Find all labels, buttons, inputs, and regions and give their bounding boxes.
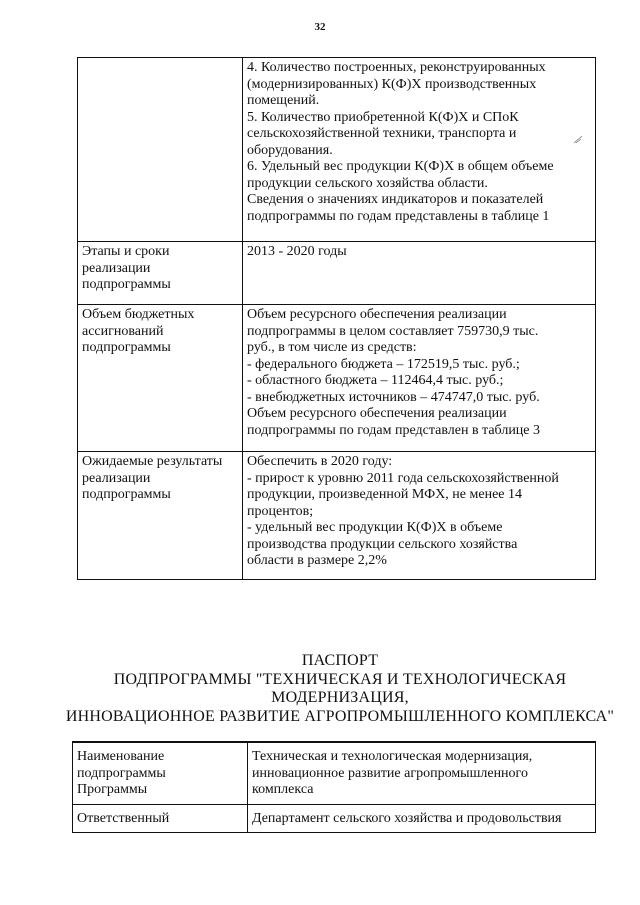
label-line: Программы [77,782,148,797]
text-line: - внебюджетных источников – 474747,0 тыс. руб. [247,389,540,405]
table-row-stages [78,242,596,305]
label-line: Ответственный [77,810,170,826]
heading-line: ИННОВАЦИОННОЕ РАЗВИТИЕ АГРОПРОМЫШЛЕННОГО КОМПЛЕКСА" [65,708,615,725]
text-line: подпрограммы по годам представлен в таблице 3 [247,422,541,438]
text-line: - прирост к уровню 2011 года сельскохозяйственной [247,470,559,486]
label-line: подпрограммы [77,765,166,781]
subprogram-passport-table [72,741,596,833]
label-line: подпрограммы [82,487,171,502]
content-cell-stages [243,242,596,305]
label-line: Ожидаемые результаты [82,454,223,469]
text-line: 5. Количество приобретенной К(Ф)Х и СПоК [247,109,519,125]
content-cell-results [243,452,596,580]
text-line: подпрограммы в целом составляет 759730,9 тыс. [247,323,539,339]
label-cell-name [73,742,248,804]
text-line: Техническая и технологическая модернизация, [252,749,533,764]
label-cell-stages [78,242,243,305]
table-row-name [73,742,596,804]
text-line: - областного бюджета – 112464,4 тыс. руб.; [247,373,504,388]
table-row-indicators [78,58,596,242]
label-line: реализации [82,470,151,486]
text-line: руб., в том числе из средств: [247,340,417,355]
content-cell-indicators [243,58,596,242]
text-line: 6. Удельный вес продукции К(Ф)Х в общем объеме [247,159,554,174]
text-line: помещений. [247,93,320,108]
label-line: реализации [82,260,151,276]
text-line: 2013 - 2020 годы [247,244,347,259]
table-row-budget [78,305,596,452]
text-line: Департамент сельского хозяйства и продовольствия [252,810,562,826]
text-line: подпрограммы по годам представлены в таблице 1 [247,208,550,224]
text-line: Сведения о значениях индикаторов и показателей [247,192,544,207]
label-cell-empty [78,58,243,242]
heading-line: ПАСПОРТ [301,652,379,669]
label-cell-budget [78,305,243,452]
text-line: области в размере 2,2% [247,553,387,568]
label-line: ассигнований [82,323,164,339]
label-line: подпрограммы [82,340,171,355]
text-line: Обеспечить в 2020 году: [247,454,393,469]
pen-mark-icon [573,135,583,144]
page-number: 32 [314,21,326,33]
text-line: Объем ресурсного обеспечения реализации [247,406,507,421]
text-line: инновационное развитие агропромышленного [252,765,528,781]
label-cell-responsible [73,804,248,832]
text-line: производства продукции сельского хозяйства [247,536,518,552]
label-line: подпрограммы [82,277,171,292]
label-line: Объем бюджетных [82,307,195,322]
table-row-responsible [73,804,596,832]
text-line: - удельный вес продукции К(Ф)Х в объеме [247,520,503,535]
content-cell-responsible [248,804,596,832]
table-row-results [78,452,596,580]
text-line: (модернизированных) К(Ф)Х производственных [247,76,537,92]
text-line: комплекса [252,782,314,797]
label-line: Наименование [77,749,165,764]
text-line: продукции сельского хозяйства области. [247,175,488,191]
text-line: - федерального бюджета – 172519,5 тыс. руб.; [247,356,520,372]
text-line: Объем ресурсного обеспечения реализации [247,307,507,322]
text-line: оборудования. [247,142,333,158]
text-line: процентов; [247,503,314,519]
indicators-list [243,58,595,228]
heading-line: ПОДПРОГРАММЫ "ТЕХНИЧЕСКАЯ И ТЕХНОЛОГИЧЕСКАЯ [113,671,567,688]
heading-line: МОДЕРНИЗАЦИЯ, [271,689,409,706]
text-line: 4. Количество построенных, реконструированных [247,60,546,75]
text-line: продукции, произведенной МФХ, не менее 14 [247,487,523,502]
text-line: сельскохозяйственной техники, транспорта и [247,126,517,141]
content-cell-budget [243,305,596,452]
subprogram-summary-table [77,57,596,580]
content-cell-name [248,742,596,804]
label-cell-results [78,452,243,580]
label-line: Этапы и сроки [82,244,170,259]
